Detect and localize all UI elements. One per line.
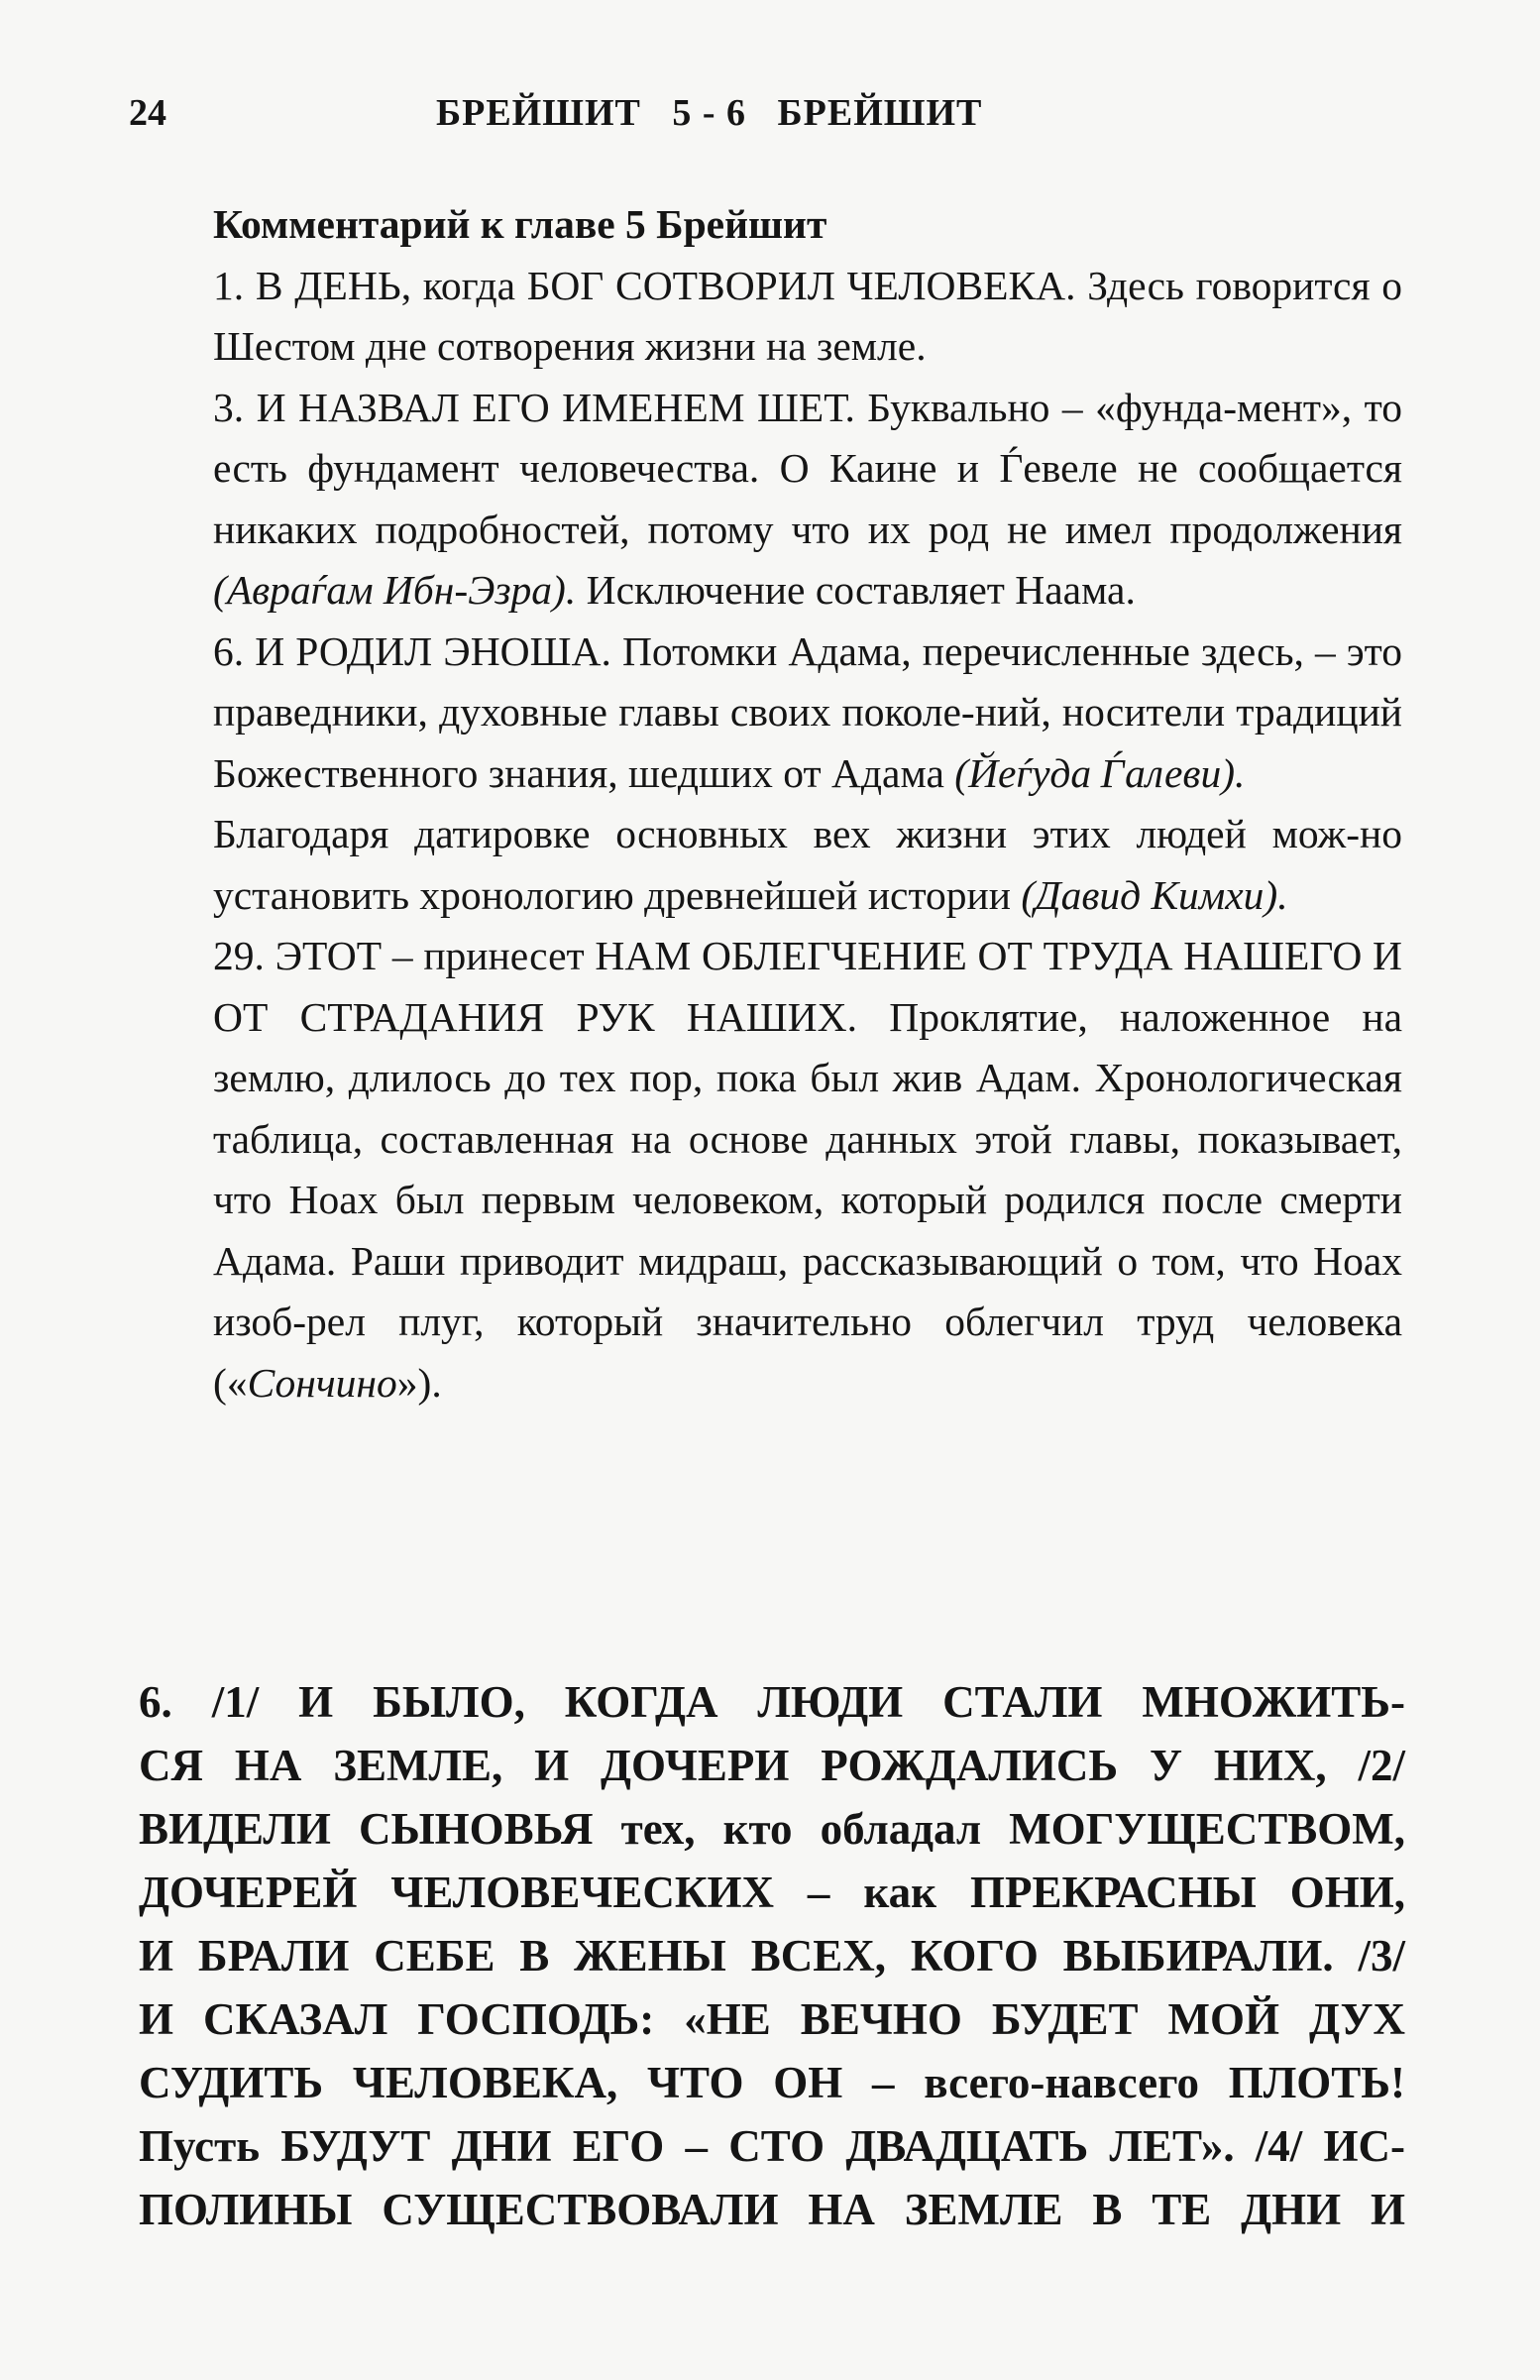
commentary-paragraph <box>213 256 1402 378</box>
verse-line: ВИДЕЛИ СЫНОВЬЯ тех, кто обладал МОГУЩЕСТВОМ, <box>139 1804 1405 1854</box>
verse-text <box>139 1670 1405 2241</box>
commentary-text: 6. И РОДИЛ ЭНОША. Потомки Адама, перечисленные здесь, – это праведники, духовные главы своих поколе-ний, носители традиций Божественного знания, шедших от Адама <box>213 627 1402 796</box>
citation: Сончино <box>247 1359 397 1406</box>
verse-line: 6. /1/ И БЫЛО, КОГДА ЛЮДИ СТАЛИ МНОЖИТЬ- <box>139 1677 1405 1727</box>
commentary-title: Комментарий к главе 5 Брейшит <box>213 201 827 247</box>
verse-line: ПОЛИНЫ СУЩЕСТВОВАЛИ НА ЗЕМЛЕ В ТЕ ДНИ И <box>139 2185 1405 2234</box>
commentary-section <box>213 194 1402 1414</box>
page-header <box>129 91 1417 151</box>
verse-line: Пусть БУДУТ ДНИ ЕГО – СТО ДВАДЦАТЬ ЛЕТ». /4/ ИС- <box>139 2121 1405 2171</box>
commentary-text: Исключение составляет Наама. <box>576 567 1136 613</box>
commentary-paragraph <box>213 804 1402 926</box>
verse-line: СЯ НА ЗЕМЛЕ, И ДОЧЕРИ РОЖДАЛИСЬ У НИХ, /2/ <box>139 1741 1405 1790</box>
verse-line: И БРАЛИ СЕБЕ В ЖЕНЫ ВСЕХ, КОГО ВЫБИРАЛИ. /3/ <box>139 1931 1405 1981</box>
verse-line: И СКАЗАЛ ГОСПОДЬ: «НЕ ВЕЧНО БУДЕТ МОЙ ДУХ <box>139 1994 1405 2044</box>
verse-line: СУДИТЬ ЧЕЛОВЕКА, ЧТО ОН – всего-навсего ПЛОТЬ! <box>139 2058 1405 2107</box>
commentary-text: Благодаря датировке основных вех жизни этих людей мож-но установить хронологию древнейшей истории <box>213 811 1402 918</box>
running-title: БРЕЙШИТ 5 - 6 БРЕЙШИТ <box>436 92 983 134</box>
commentary-paragraph <box>213 926 1402 1414</box>
commentary-text: »). <box>396 1359 442 1406</box>
commentary-text: 1. В ДЕНЬ, когда БОГ СОТВОРИЛ ЧЕЛОВЕКА. Здесь говорится о Шестом дне сотворения жизни на земле. <box>213 262 1402 369</box>
commentary-paragraph <box>213 622 1402 805</box>
citation: (Йеѓуда Ѓалеви). <box>954 749 1246 796</box>
citation: (Авраѓам Ибн-Эзра). <box>213 567 577 613</box>
commentary-paragraph <box>213 378 1402 622</box>
verse-line: ДОЧЕРЕЙ ЧЕЛОВЕЧЕСКИХ – как ПРЕКРАСНЫ ОНИ, <box>139 1868 1405 1917</box>
commentary-text: 3. И НАЗВАЛ ЕГО ИМЕНЕМ ШЕТ. Буквально – «фунда-мент», то есть фундамент человечества. О Каине и Ѓевеле не сообщается никаких подробностей, потому что их род не имел продолжения <box>213 384 1402 552</box>
citation: (Давид Кимхи). <box>1021 871 1288 918</box>
commentary-text: 29. ЭТОТ – принесет НАМ ОБЛЕГЧЕНИЕ ОТ ТРУДА НАШЕГО И ОТ СТРАДАНИЯ РУК НАШИХ. Проклятие, наложенное на землю, длилось до тех пор, пока был жив Адам. Хронологическая таблица, составленная на основе данных этой главы, показывает, что Ноах был первым человеком, который родился после смерти Адама. Раши приводит мидраш, рассказывающий о том, что Ноах изоб-рел плуг, который значительно облегчил труд человека (« <box>213 933 1402 1406</box>
page-number: 24 <box>129 92 166 134</box>
